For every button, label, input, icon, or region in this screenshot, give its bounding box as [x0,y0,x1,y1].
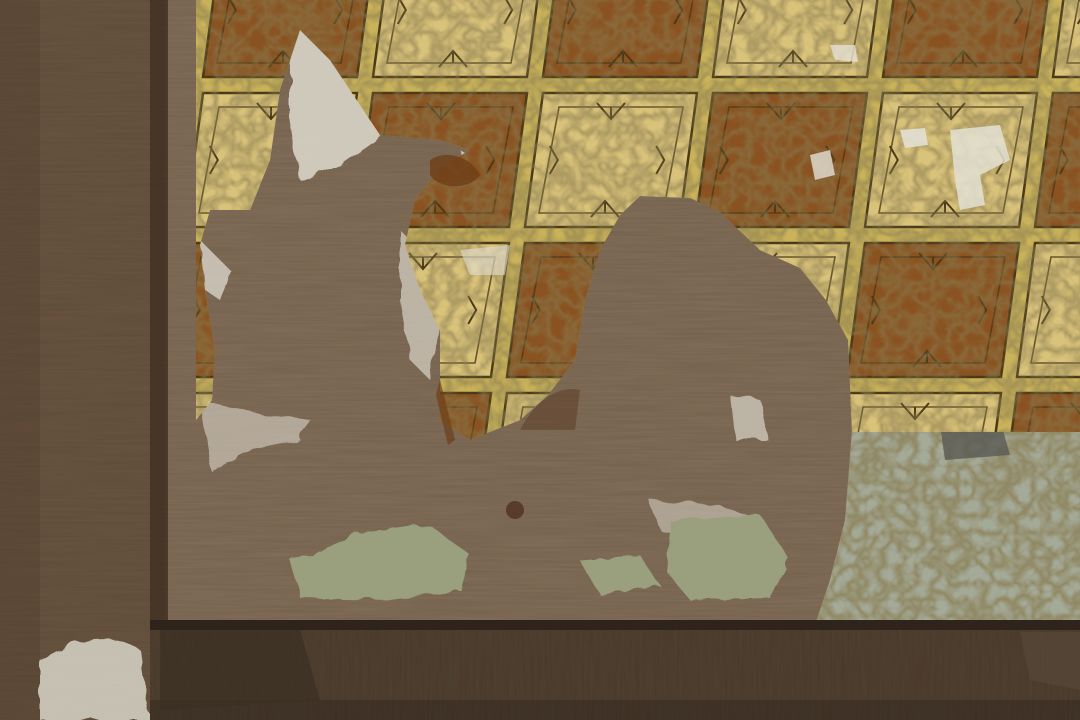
gesso-patch-lower-left [40,639,150,720]
